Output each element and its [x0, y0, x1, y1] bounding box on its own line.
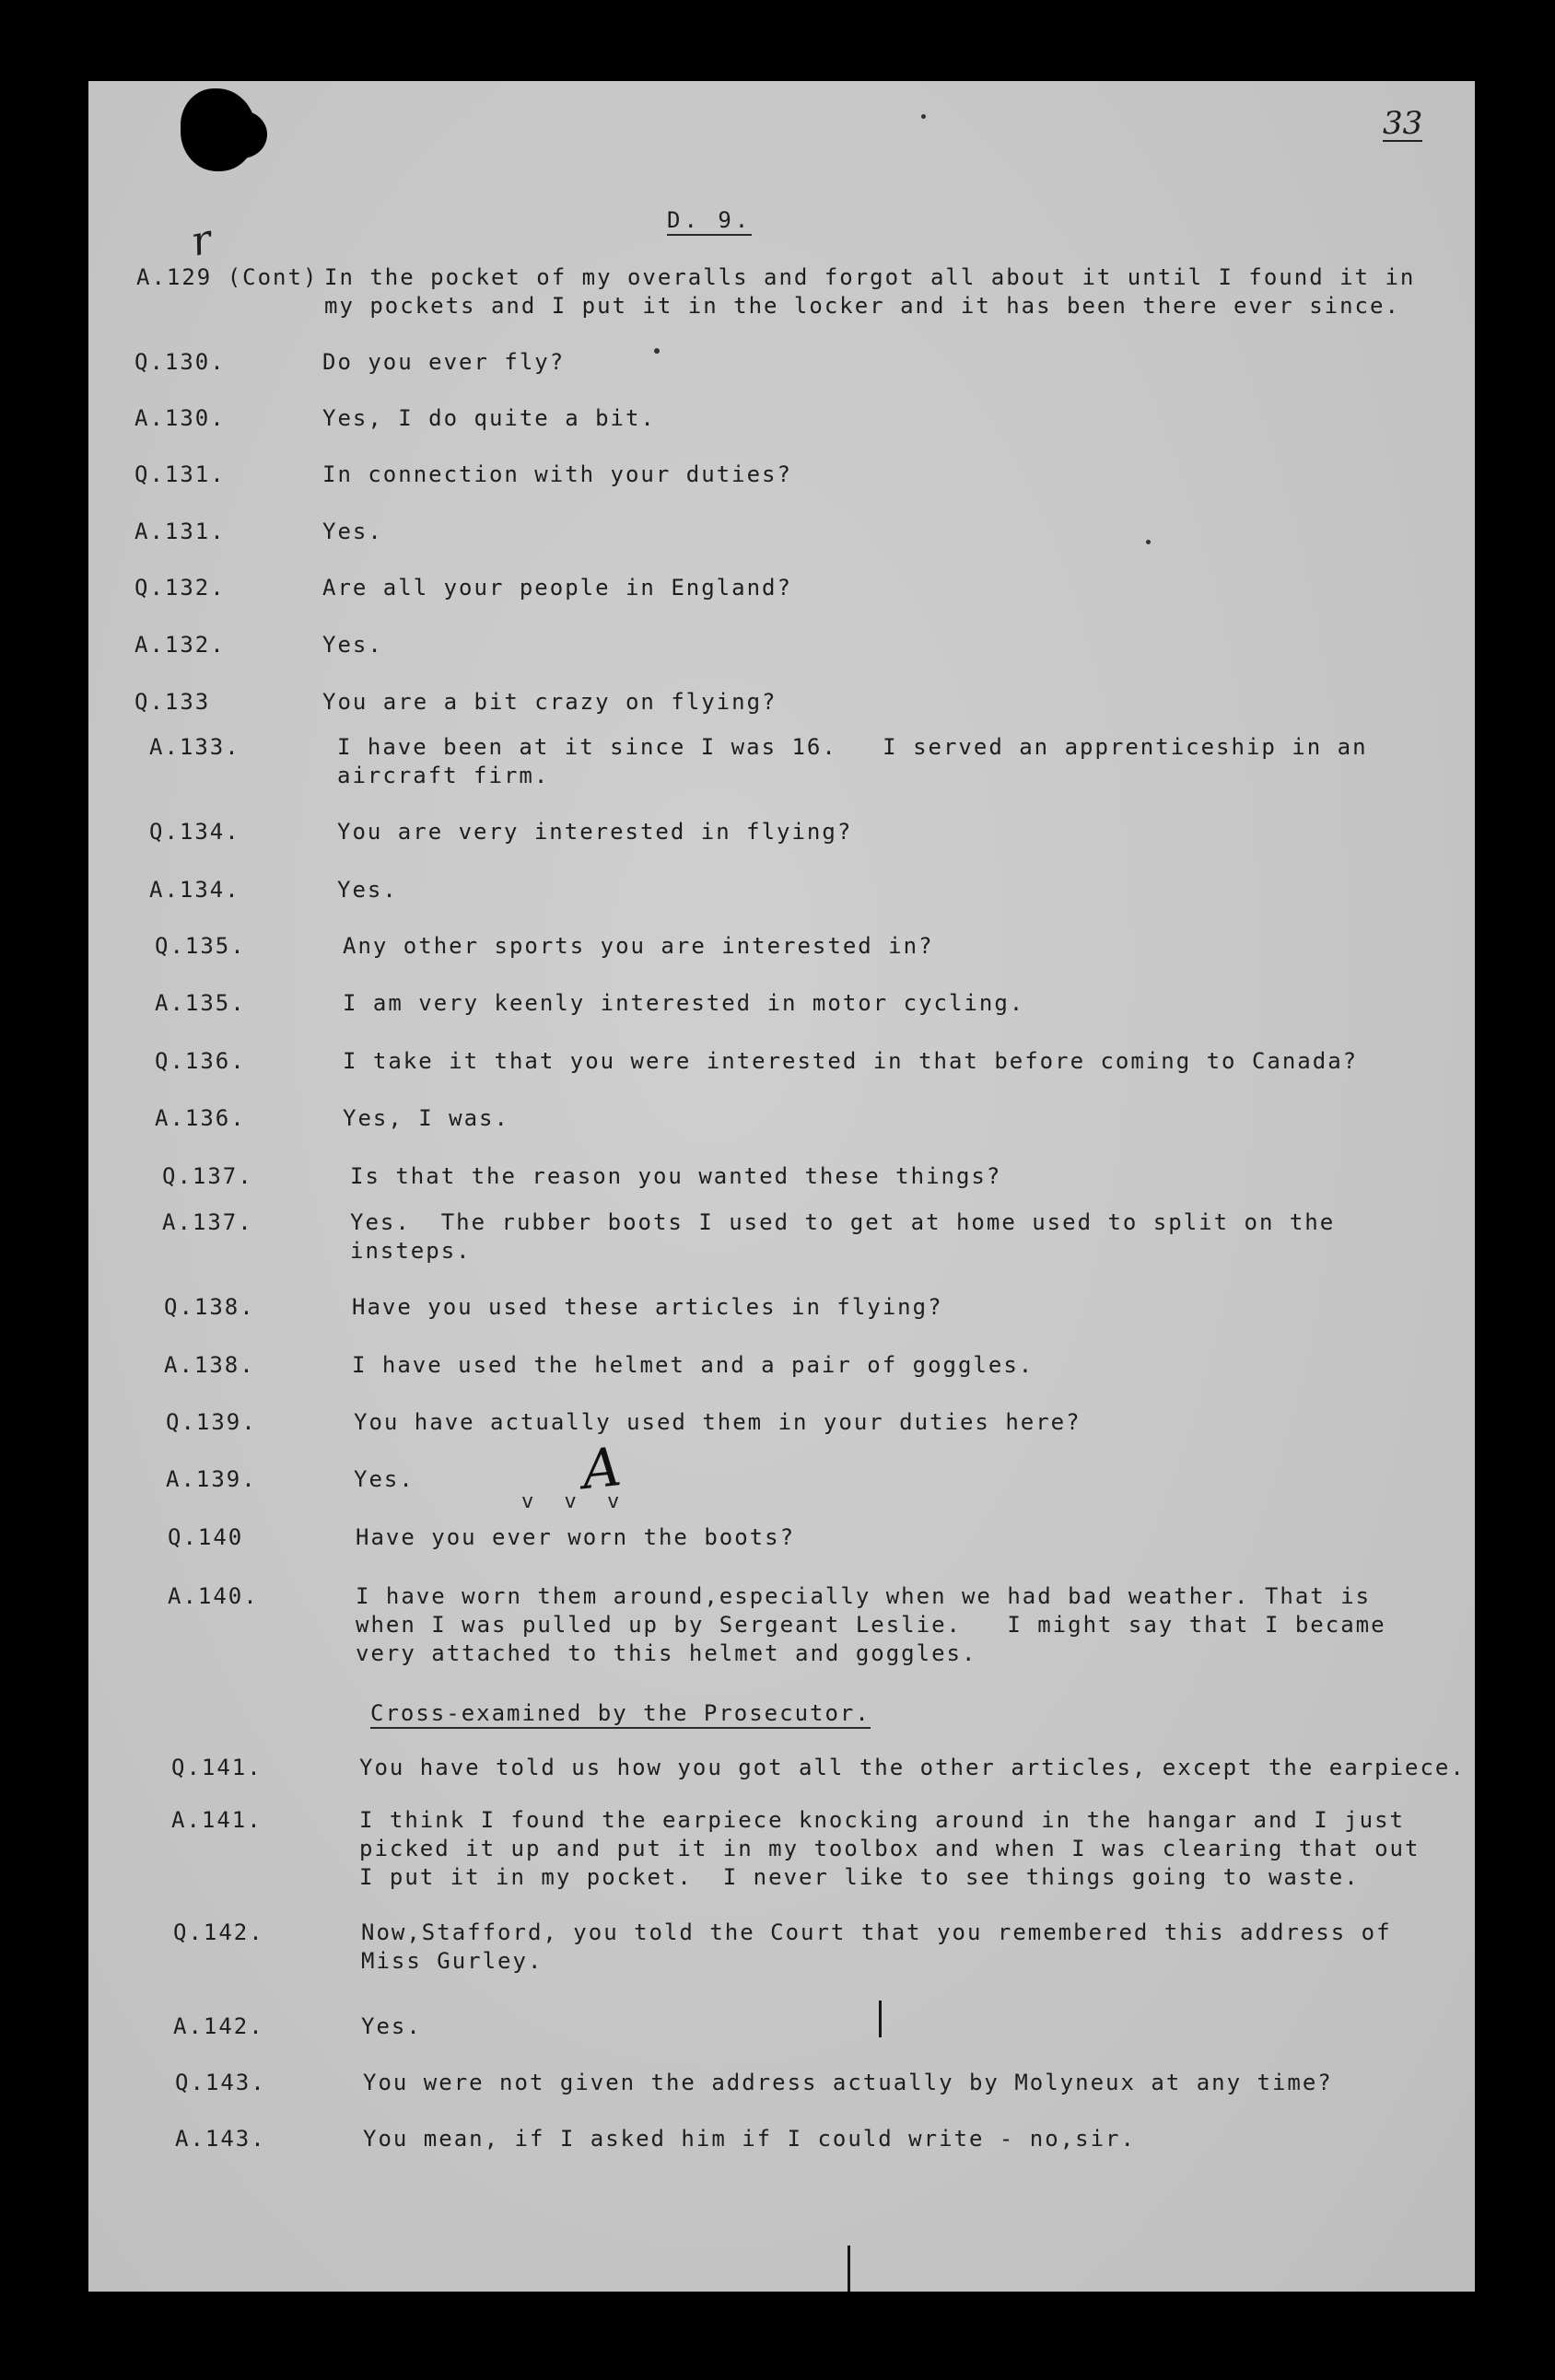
entry-text — [356, 1523, 795, 1552]
entry-line: I put it in my pocket. I never like to see things going to waste. — [359, 1864, 1360, 1890]
entry-line: aircraft firm. — [337, 763, 550, 788]
entry-line: insteps. — [350, 1238, 472, 1264]
entry-text — [322, 461, 792, 489]
entry-line: Have you ever worn the boots? — [356, 1524, 796, 1550]
entry-label: A.132. — [134, 632, 226, 658]
entry-line: I am very keenly interested in motor cycling. — [343, 990, 1025, 1016]
entry-line: my pockets and I put it in the locker and it has been there ever since. — [324, 293, 1400, 319]
entry-label: A.140. — [168, 1583, 259, 1609]
entry-text — [350, 1208, 1335, 1266]
pen-mark — [848, 2246, 850, 2292]
entry-label: A.131. — [134, 519, 226, 544]
entry-label: A.130. — [134, 405, 226, 431]
entry-label: A.136. — [155, 1105, 246, 1131]
entry-text — [322, 688, 777, 717]
entry-line: Yes. — [337, 877, 398, 903]
entry-text — [322, 404, 656, 433]
entry-label: Q.137. — [162, 1163, 253, 1189]
entry-text — [343, 989, 1024, 1018]
entry-text — [337, 876, 398, 904]
entry-label: Q.141. — [171, 1755, 263, 1780]
paper-speck — [654, 348, 660, 354]
entry-line: You mean, if I asked him if I could write - no,sir. — [363, 2126, 1136, 2152]
entry-line: Yes. — [361, 2013, 422, 2039]
entry-label: Q.143. — [175, 2070, 266, 2095]
entry-line: You were not given the address actually by Molyneux at any time? — [363, 2070, 1333, 2095]
entry-line: Have you used these articles in flying? — [352, 1294, 943, 1320]
entry-line: You are very interested in flying? — [337, 819, 853, 845]
pen-mark — [879, 2001, 882, 2037]
entry-text — [354, 1408, 1081, 1437]
entry-label: A.138. — [164, 1352, 255, 1378]
entry-text — [322, 518, 383, 546]
entry-label: A.129 (Cont) — [136, 264, 319, 290]
entry-line: Yes. — [354, 1466, 415, 1492]
entry-label: A.137. — [162, 1209, 253, 1235]
entry-line: when I was pulled up by Sergeant Leslie. I might say that I became — [356, 1612, 1386, 1638]
entry-label: Q.142. — [173, 1919, 264, 1945]
handwritten-tick-marks: v v v — [521, 1490, 629, 1513]
entry-line: very attached to this helmet and goggles. — [356, 1640, 977, 1666]
entry-text — [354, 1465, 415, 1494]
entry-text — [352, 1351, 1034, 1380]
entry-line: I think I found the earpiece knocking around in the hangar and I just — [359, 1807, 1405, 1833]
entry-label: A.133. — [149, 734, 240, 760]
entry-label: A.139. — [166, 1466, 257, 1492]
entry-label: Q.134. — [149, 819, 240, 845]
entry-label: Q.135. — [155, 933, 246, 959]
entry-text — [363, 2069, 1333, 2097]
entry-line: In connection with your duties? — [322, 461, 792, 487]
handwritten-annotation: A — [579, 1434, 625, 1502]
entry-text — [359, 1806, 1420, 1892]
entry-label: Q.140 — [168, 1524, 244, 1550]
entry-label: Q.130. — [134, 349, 226, 375]
entry-line: Yes. — [322, 519, 383, 544]
entry-text — [352, 1293, 943, 1322]
entry-text — [363, 2125, 1136, 2153]
entry-line: Yes. — [322, 632, 383, 658]
entry-line: Are all your people in England? — [322, 575, 792, 601]
entry-text — [361, 1919, 1392, 1976]
entry-text — [337, 818, 852, 846]
entry-label: Q.131. — [134, 461, 226, 487]
entry-line: picked it up and put it in my toolbox and when I was clearing that out — [359, 1836, 1421, 1861]
section-heading: Cross-examined by the Prosecutor. — [370, 1699, 871, 1729]
entry-line: You have told us how you got all the other articles, except the earpiece. — [359, 1755, 1466, 1780]
entry-text — [343, 932, 934, 961]
entry-text — [359, 1754, 1466, 1782]
entry-text — [322, 631, 383, 659]
entry-line: I take it that you were interested in that before coming to Canada? — [343, 1048, 1359, 1074]
entry-line: Do you ever fly? — [322, 349, 566, 375]
entry-text — [356, 1582, 1386, 1668]
paper-speck — [1146, 540, 1151, 544]
entry-line: Yes. The rubber boots I used to get at home used to split on the — [350, 1209, 1336, 1235]
entry-line: I have worn them around,especially when we had bad weather. That is — [356, 1583, 1372, 1609]
entry-label: Q.133 — [134, 689, 211, 715]
document-page — [88, 81, 1475, 2292]
entry-label: Q.136. — [155, 1048, 246, 1074]
page-header: D. 9. — [667, 206, 752, 236]
entry-line: You are a bit crazy on flying? — [322, 689, 778, 715]
entry-label: Q.138. — [164, 1294, 255, 1320]
entry-text — [343, 1047, 1358, 1076]
entry-line: Yes, I was. — [343, 1105, 509, 1131]
entry-label: A.143. — [175, 2126, 266, 2152]
page-number: 33 — [1383, 105, 1423, 142]
entry-label: Q.139. — [166, 1409, 257, 1435]
entry-text — [337, 733, 1368, 790]
entry-text — [322, 348, 565, 377]
entry-line: Now,Stafford, you told the Court that you remembered this address of — [361, 1919, 1392, 1945]
entry-text — [322, 574, 792, 602]
entry-line: Is that the reason you wanted these things? — [350, 1163, 1002, 1189]
entry-line: Yes, I do quite a bit. — [322, 405, 656, 431]
entry-text — [350, 1162, 1001, 1191]
entry-line: Miss Gurley. — [361, 1948, 544, 1974]
entry-line: In the pocket of my overalls and forgot all about it until I found it in — [324, 264, 1416, 290]
paper-speck — [921, 114, 926, 119]
margin-mark: r — [186, 216, 216, 266]
entry-label: A.142. — [173, 2013, 264, 2039]
entry-line: Any other sports you are interested in? — [343, 933, 934, 959]
entry-line: I have been at it since I was 16. I served an apprenticeship in an — [337, 734, 1368, 760]
entry-label: A.141. — [171, 1807, 263, 1833]
entry-label: Q.132. — [134, 575, 226, 601]
entry-label: A.135. — [155, 990, 246, 1016]
entry-label: A.134. — [149, 877, 240, 903]
entry-line: You have actually used them in your duties here? — [354, 1409, 1081, 1435]
entry-text — [361, 2012, 422, 2041]
punch-hole — [181, 88, 256, 171]
entry-line: I have used the helmet and a pair of goggles. — [352, 1352, 1035, 1378]
entry-text — [343, 1104, 509, 1133]
entry-text — [324, 263, 1415, 321]
